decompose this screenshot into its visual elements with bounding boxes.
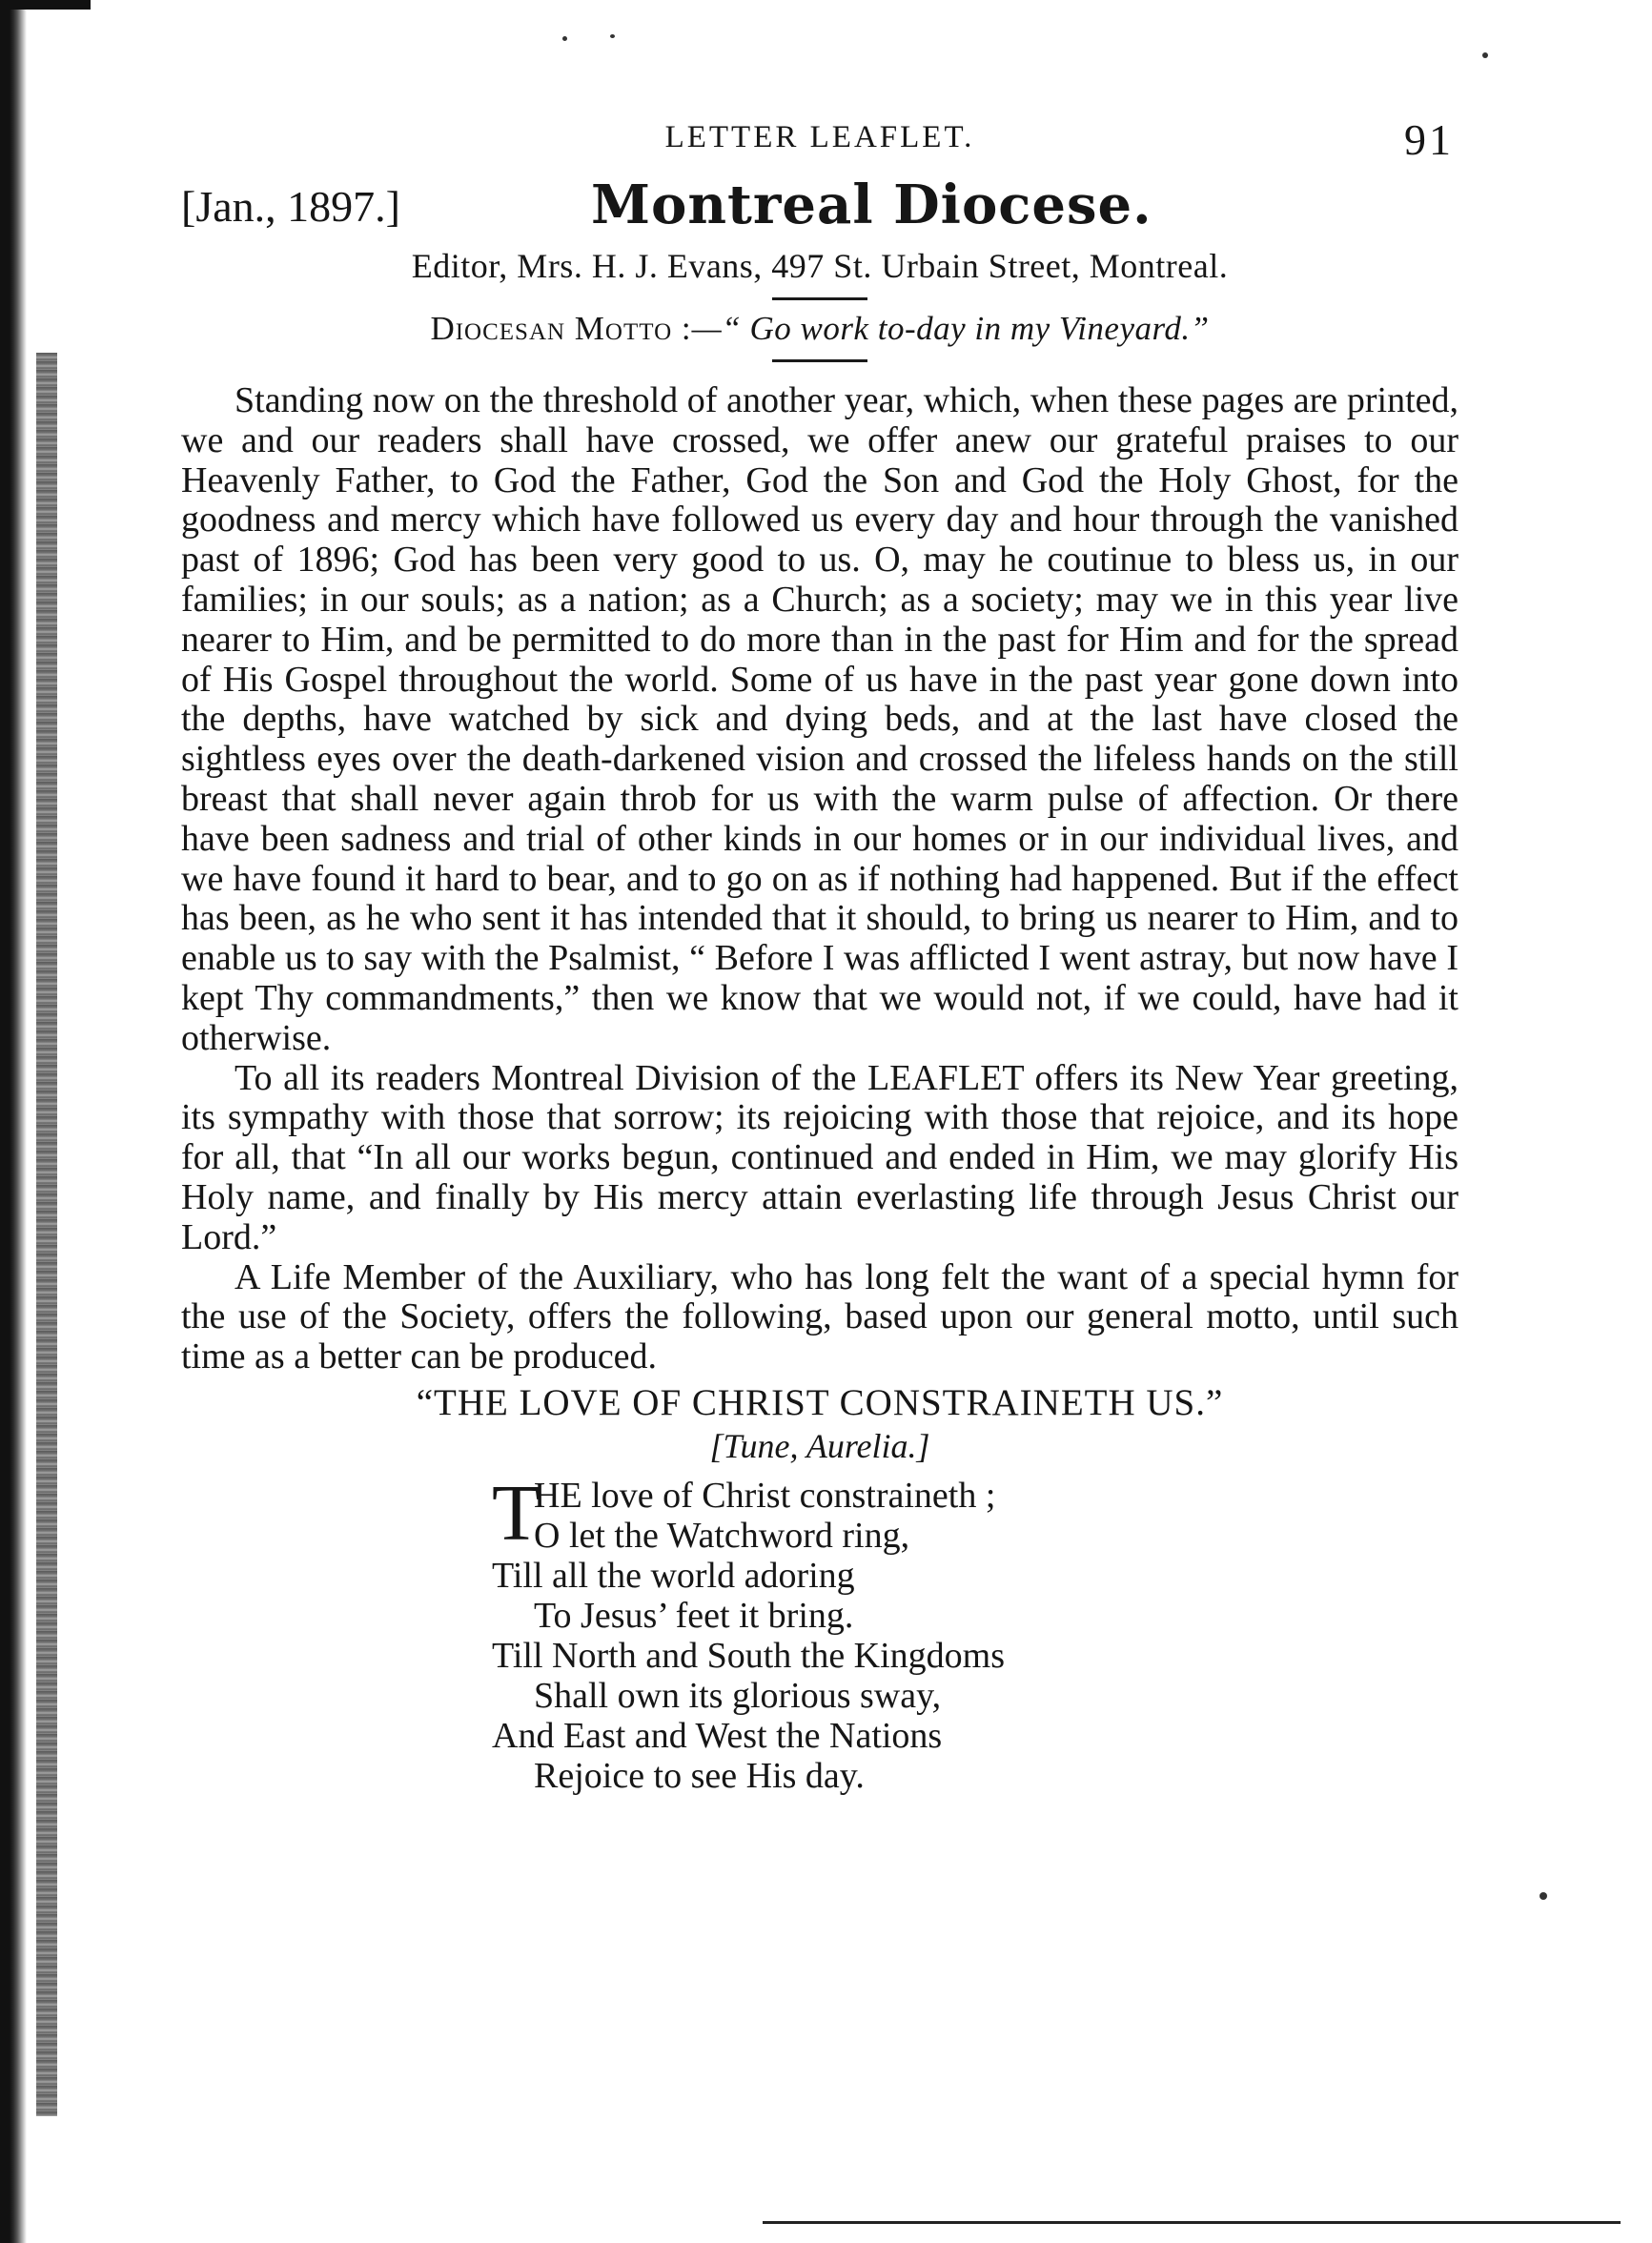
paragraph: Standing now on the threshold of another year, which, when these pages are printed, we and our readers shall have crossed, we offer anew our grateful praises to our Heavenly Father, to God the Father, God the Son and God the Holy Ghost, for the goodness and mercy which have followed us every day and hour through the vanished past of 1896; God has been very good to us. O, may he coutinue to bless us, in our families; in our souls; as a nation; as a Church; as a society; may we in this year live nearer to Him, and be permitted to do more than in the past for Him and for the spread of His Gospel throughout the world. Some of us have in the past year gone down into the depths, have watched by sick and dying beds, and at the last have closed the sightless eyes over the death-darkened vision and crossed the lifeless hands on the still breast that shall never again throb for us with the warm pulse of affection. Or there have been sadness and trial of other kinds in our homes or in our individual lives, and we have found it hard to bear, and to go on as if nothing had happened. But if the effect has been, as he who sent it has intended that it should, to bring us nearer to Him, and to enable us to say with the Psalmist, “ Before I was afflicted I went astray, but now have I kept Thy commandments,” then we know that we would not, if we could, have had it otherwise. xyxy=(181,380,1458,1058)
drop-cap: T xyxy=(492,1468,541,1558)
verse-line: And East and West the Nations xyxy=(492,1715,943,1756)
hymn-verse xyxy=(492,1468,1458,1796)
scan-speck xyxy=(562,36,567,41)
editor-line: Editor, Mrs. H. J. Evans, 497 St. Urbain Street, Montreal. xyxy=(411,247,1229,285)
diocese-title: Montreal Diocese. xyxy=(591,173,1152,236)
scan-speck xyxy=(1482,52,1488,58)
running-head-title: LETTER LEAFLET. xyxy=(664,120,975,154)
paragraph: To all its readers Montreal Division of the LEAFLET offers its New Year greeting, its sympathy with those that sorrow; its rejoicing with those that rejoice, and its hope for all, that “In all our works begun, continued and ended in Him, we may glorify His Holy name, and finally by His mercy attain everlasting life through Jesus Christ our Lord.” xyxy=(181,1057,1458,1257)
verse-line: Till North and South the Kingdoms xyxy=(492,1635,1006,1676)
hymn-tune: [Tune, Aurelia.] xyxy=(709,1426,930,1465)
verse-line: To Jesus’ feet it bring. xyxy=(534,1595,854,1636)
verse-line: O let the Watchword ring, xyxy=(534,1515,910,1556)
scan-speck xyxy=(1540,1892,1547,1900)
motto-label: Diocesan Motto : xyxy=(430,310,692,347)
divider-rule xyxy=(772,297,867,300)
bottom-scan-rule xyxy=(763,2221,1621,2224)
page-number: 91 xyxy=(1404,115,1454,164)
verse-line: Shall own its glorious sway, xyxy=(534,1675,942,1716)
divider-rule xyxy=(772,359,867,362)
scan-edge-noise xyxy=(36,353,57,2116)
verse-line: Rejoice to see His day. xyxy=(534,1755,865,1796)
paragraph: A Life Member of the Auxiliary, who has long felt the want of a special hymn for the use of the Society, offers the following, based upon our general motto, until such time as a better can be produced. xyxy=(181,1256,1458,1377)
verse-line: Till all the world adoring xyxy=(492,1555,855,1596)
scan-corner-mark xyxy=(0,0,91,10)
page-content xyxy=(181,114,1458,1796)
motto-text: —“ Go work to-day in my Vineyard.” xyxy=(691,310,1210,347)
issue-date: [Jan., 1897.] xyxy=(181,182,400,231)
hymn-title: “THE LOVE OF CHRIST CONSTRAINETH US.” xyxy=(416,1381,1224,1423)
scan-speck xyxy=(610,34,615,38)
body-text xyxy=(181,381,1458,1377)
section-heading xyxy=(181,173,1458,242)
verse-line-text: HE love of Christ constraineth ; xyxy=(534,1475,996,1516)
scan-binding-shadow xyxy=(0,0,27,2243)
running-head xyxy=(181,114,1458,164)
diocesan-motto xyxy=(181,310,1458,348)
